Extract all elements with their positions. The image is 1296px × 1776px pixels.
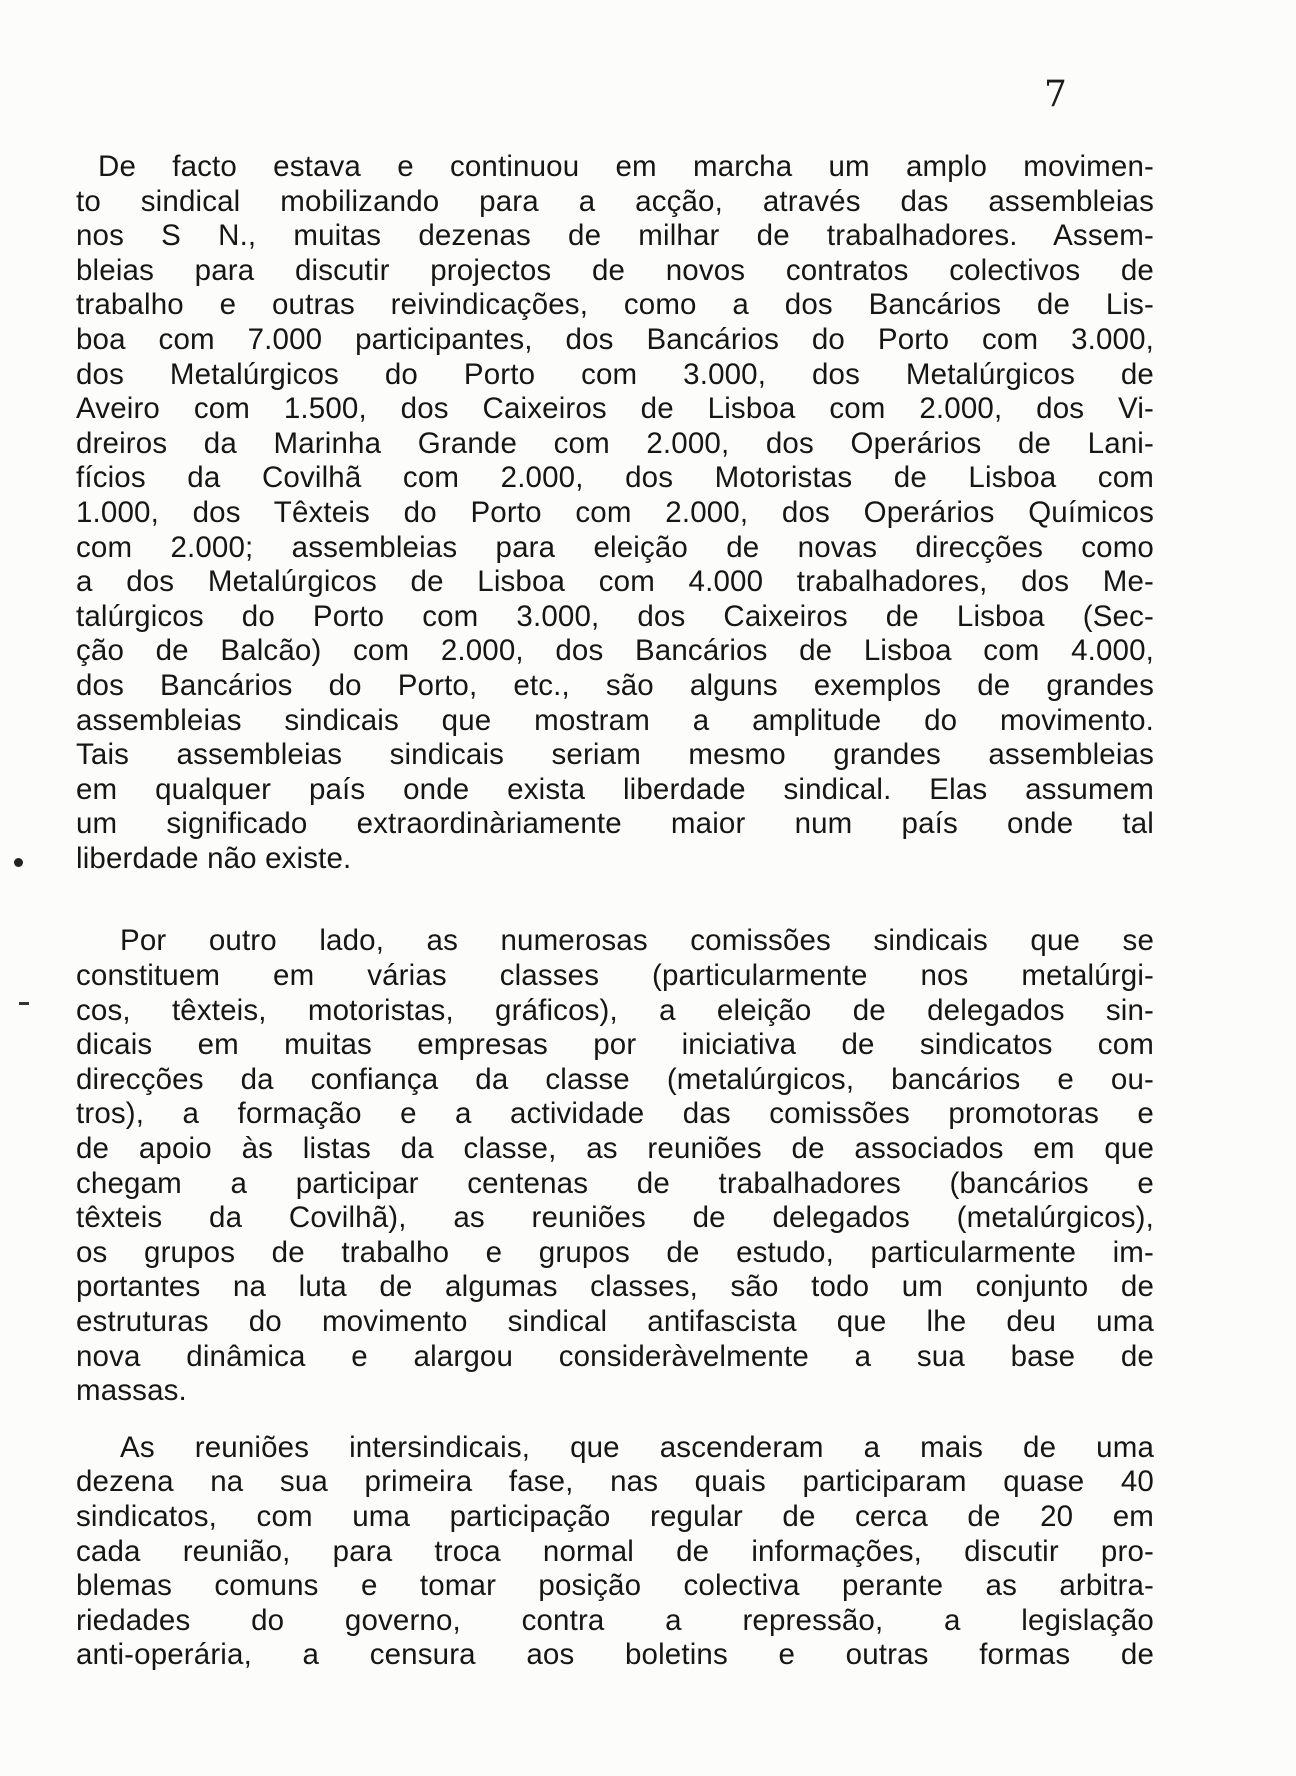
text-line: trabalho e outras reivindicações, como a dos Bancários de Lis- [76, 288, 1154, 322]
paragraph-1 [76, 150, 1154, 876]
text-line: os grupos de trabalho e grupos de estudo, particularmente im- [76, 1235, 1154, 1269]
text-line: As reuniões intersindicais, que ascenderam a mais de uma [120, 1430, 1154, 1464]
text-line: Por outro lado, as numerosas comissões sindicais que se [120, 924, 1154, 958]
body-text [76, 150, 1154, 1673]
text-line: dos Bancários do Porto, etc., são alguns exemplos de grandes [76, 668, 1154, 702]
page-number: 7 [1044, 74, 1067, 115]
text-line: liberdade não existe. [76, 841, 352, 875]
text-line: dos Metalúrgicos do Porto com 3.000, dos Metalúrgicos de [76, 357, 1154, 391]
text-line: tros), a formação e a actividade das comissões promotoras e [76, 1097, 1154, 1131]
text-line: sindicatos, com uma participação regular de cerca de 20 em [76, 1499, 1154, 1533]
text-line: dicais em muitas empresas por iniciativa de sindicatos com [76, 1028, 1154, 1062]
text-line: Aveiro com 1.500, dos Caixeiros de Lisboa com 2.000, dos Vi- [76, 392, 1154, 426]
text-line: chegam a participar centenas de trabalhadores (bancários e [76, 1166, 1154, 1200]
text-line: cos, têxteis, motoristas, gráficos), a eleição de delegados sin- [76, 993, 1154, 1027]
paragraph-3 [76, 1431, 1154, 1673]
text-line: dezena na sua primeira fase, nas quais participaram quase 40 [76, 1465, 1154, 1499]
text-line: De facto estava e continuou em marcha um amplo movimen- [98, 150, 1154, 183]
text-line: Tais assembleias sindicais seriam mesmo grandes assembleias [76, 738, 1154, 772]
text-line: massas. [76, 1374, 187, 1408]
text-line: anti-operária, a censura aos boletins e outras formas de [76, 1638, 1154, 1672]
text-line: 1.000, dos Têxteis do Porto com 2.000, dos Operários Químicos [76, 495, 1154, 529]
text-line: em qualquer país onde exista liberdade sindical. Elas assumem [76, 772, 1154, 806]
text-line: cada reunião, para troca normal de informações, discutir pro- [76, 1534, 1154, 1568]
paragraph-gap [76, 876, 1154, 924]
text-line: um significado extraordinàriamente maior num país onde tal [76, 807, 1154, 841]
text-line: riedades do governo, contra a repressão, a legislação [76, 1603, 1154, 1637]
text-line: assembleias sindicais que mostram a amplitude do movimento. [76, 703, 1154, 737]
text-line: com 2.000; assembleias para eleição de novas direcções como [76, 530, 1154, 564]
text-line: boa com 7.000 participantes, dos Bancários do Porto com 3.000, [76, 322, 1154, 356]
text-line: blemas comuns e tomar posição colectiva perante as arbitra- [76, 1569, 1154, 1603]
margin-dash [19, 1002, 29, 1005]
text-line: dreiros da Marinha Grande com 2.000, dos Operários de Lani- [76, 426, 1154, 460]
paragraph-2 [76, 924, 1154, 1408]
paragraph-gap [76, 1409, 1154, 1431]
text-line: a dos Metalúrgicos de Lisboa com 4.000 trabalhadores, dos Me- [76, 565, 1154, 599]
text-line: to sindical mobilizando para a acção, através das assembleias [76, 184, 1154, 218]
margin-dot [14, 858, 23, 867]
text-line: nova dinâmica e alargou consideràvelmente a sua base de [76, 1339, 1154, 1373]
text-line: ção de Balcão) com 2.000, dos Bancários de Lisboa com 4.000, [76, 634, 1154, 668]
text-line: portantes na luta de algumas classes, são todo um conjunto de [76, 1270, 1154, 1304]
text-line: têxteis da Covilhã), as reuniões de delegados (metalúrgicos), [76, 1201, 1154, 1235]
text-line: bleias para discutir projectos de novos contratos colectivos de [76, 253, 1154, 287]
text-line: direcções da confiança da classe (metalúrgicos, bancários e ou- [76, 1062, 1154, 1096]
text-line: estruturas do movimento sindical antifascista que lhe deu uma [76, 1305, 1154, 1338]
text-line: talúrgicos do Porto com 3.000, dos Caixeiros de Lisboa (Sec- [76, 599, 1154, 633]
text-line: fícios da Covilhã com 2.000, dos Motoristas de Lisboa com [76, 461, 1154, 495]
text-line: de apoio às listas da classe, as reuniões de associados em que [76, 1132, 1154, 1166]
text-line: constituem em várias classes (particularmente nos metalúrgi- [76, 959, 1154, 993]
text-line: nos S N., muitas dezenas de milhar de trabalhadores. Assem- [76, 219, 1154, 253]
